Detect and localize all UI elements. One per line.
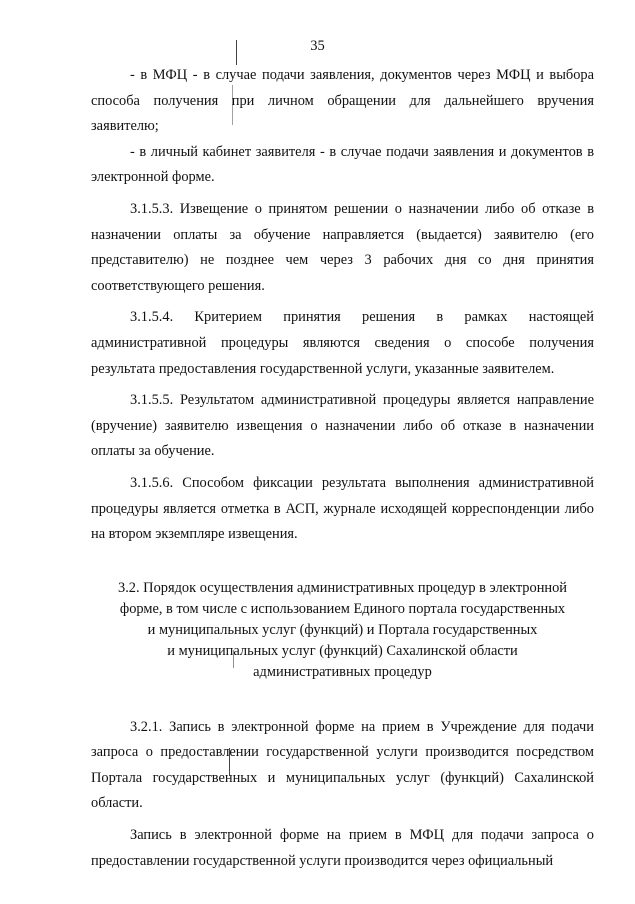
section-heading <box>91 578 594 683</box>
paragraph: Запись в электронной форме на прием в МФЦ для подачи запроса о предоставлении государственной услуги производится через официальный <box>91 827 594 869</box>
paragraph: 3.1.5.6. Способом фиксации результата выполнения административной процедуры является отметка в АСП, журнале исходящей корреспонденции либо на втором экземпляре извещения. <box>91 474 594 543</box>
heading-line: и муниципальных услуг (функций) Сахалинской области <box>167 642 518 659</box>
paragraph: - в личный кабинет заявителя - в случае подачи заявления и документов в электронной форме. <box>91 143 594 186</box>
paragraph: - в МФЦ - в случае подачи заявления, документов через МФЦ и выбора способа получения при личном обращении для дальнейшего вручения заявителю; <box>91 67 594 135</box>
paragraph: 3.1.5.4. Критерием принятия решения в рамках настоящей административной процедуры являются сведения о способе получения результата предоставления государственной услуги, указанные заявителем. <box>91 309 594 377</box>
heading-line: форме, в том числе с использованием Единого портала государственных <box>119 600 566 617</box>
page-number: 35 <box>310 38 325 54</box>
heading-line: 3.2. Порядок осуществления административных процедур в электронной <box>118 579 567 596</box>
heading-line: административных процедур <box>253 663 432 680</box>
paragraph: 3.2.1. Запись в электронной форме на прием в Учреждение для подачи запроса о предоставлении государственной услуги производится посредством Портала государственных и муниципальных услуг (функций) Сахалинской области. <box>91 718 594 812</box>
heading-line: и муниципальных услуг (функций) и Портала государственных <box>147 621 538 638</box>
scan-artifact <box>236 40 237 65</box>
document-body <box>91 63 594 874</box>
paragraph: 3.1.5.3. Извещение о принятом решении о назначении либо об отказе в назначении оплаты за обучение направляется (выдается) заявителю (его представителю) не позднее чем через 3 рабочих дня со дня принятия соответствующего решения. <box>91 200 594 294</box>
paragraph: 3.1.5.5. Результатом административной процедуры является направление (вручение) заявителю извещения о назначении либо об отказе в назначении оплаты за обучение. <box>91 392 594 460</box>
